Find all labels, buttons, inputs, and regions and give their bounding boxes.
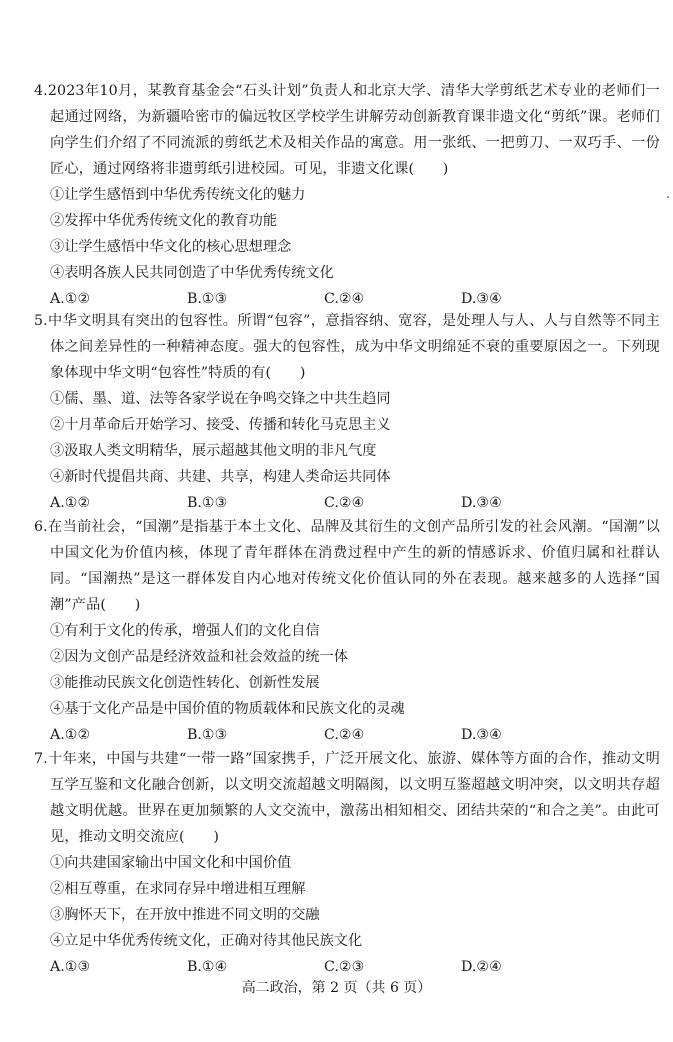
option-3: ③汲取人类文明精华，展示超越其他文明的非凡气度 — [50, 443, 377, 459]
choice-a: A.①② — [50, 727, 91, 743]
choice-c: C.②④ — [324, 727, 365, 743]
option-4: ④立足中华优秀传统文化，正确对待其他民族文化 — [50, 933, 363, 949]
question-6 — [34, 514, 660, 748]
answer-choices — [50, 722, 660, 748]
option-1: ①让学生感悟到中华优秀传统文化的魅力 — [50, 187, 306, 203]
option-1: ①儒、墨、道、法等各家学说在争鸣交锋之中共生趋同 — [50, 391, 391, 407]
option-2: ②十月革命后开始学习、接受、传播和转化马克思主义 — [50, 417, 391, 433]
choice-c: C.②③ — [324, 959, 365, 975]
option-4: ④新时代提倡共商、共建、共享，构建人类命运共同体 — [50, 469, 391, 485]
question-4 — [34, 78, 660, 312]
choice-d: D.②④ — [461, 959, 502, 975]
question-stem: 7.十年来，中国与共建“一带一路”国家携手，广泛开展文化、旅游、媒体等方面的合作，推动文明互学互鉴和文化融合创新，以文明交流超越文明隔阂，以文明互鉴超越文明冲突，以文明共存超越文明优越。世界在更加频繁的人文交流中，激荡出相知相交、团结共荣的“和合之美”。由此可见，推动文明交流应( ) — [34, 751, 660, 845]
choice-b: B.①④ — [187, 959, 228, 975]
option-3: ③胸怀天下，在开放中推进不同文明的交融 — [50, 907, 320, 923]
choice-a: A.①② — [50, 495, 91, 511]
question-stem: 6.在当前社会，“国潮”是指基于本土文化、品牌及其衍生的文创产品所引发的社会风潮。“国潮”以中国文化为价值内核，体现了青年群体在消费过程中产生的新的情感诉求、价值归属和社群认同。“国潮热”是这一群体发自内心地对传统文化价值认同的外在表现。越来越多的人选择“国潮”产品( ) — [34, 519, 660, 613]
option-1: ①向共建国家输出中国文化和中国价值 — [50, 855, 292, 871]
option-4: ④基于文化产品是中国价值的物质载体和民族文化的灵魂 — [50, 701, 405, 717]
question-stem: 5.中华文明具有突出的包容性。所谓“包容”，意指容纳、宽容，是处理人与人、人与自然等不同主体之间差异性的一种精神态度。强大的包容性，成为中华文明绵延不衰的重要原因之一。下列现象体现中华文明“包容性”特质的有( ) — [34, 313, 660, 381]
choice-c: C.②④ — [324, 291, 365, 307]
choice-d: D.③④ — [461, 291, 502, 307]
choice-a: A.①② — [50, 291, 91, 307]
choice-d: D.③④ — [461, 495, 502, 511]
option-3: ③让学生感悟中华文化的核心思想理念 — [50, 239, 292, 255]
choice-b: B.①③ — [187, 291, 228, 307]
option-2: ②因为文创产品是经济效益和社会效益的统一体 — [50, 649, 348, 665]
choice-d: D.③④ — [461, 727, 502, 743]
question-5 — [34, 308, 660, 516]
question-stem: 4.2023年10月，某教育基金会“石头计划”负责人和北京大学、清华大学剪纸艺术专业的老师们一起通过网络，为新疆哈密市的偏远牧区学校学生讲解劳动创新教育课非遗文化“剪纸”课。老师们向学生们介绍了不同流派的剪纸艺术及相关作品的寓意。用一张纸、一把剪刀、一双巧手、一份匠心，通过网络将非遗剪纸引进校园。可见，非遗文化课( ) — [34, 83, 660, 177]
choice-a: A.①③ — [50, 959, 91, 975]
scan-speck — [667, 196, 669, 198]
option-3: ③能推动民族文化创造性转化、创新性发展 — [50, 675, 320, 691]
option-2: ②相互尊重，在求同存异中增进相互理解 — [50, 881, 306, 897]
choice-c: C.②④ — [324, 495, 365, 511]
choice-b: B.①③ — [187, 495, 228, 511]
question-7 — [34, 746, 660, 980]
option-4: ④表明各族人民共同创造了中华优秀传统文化 — [50, 265, 334, 281]
page-footer: 高二政治，第 2 页（共 6 页） — [241, 980, 432, 996]
answer-choices — [50, 490, 660, 516]
option-1: ①有利于文化的传承，增强人们的文化自信 — [50, 623, 320, 639]
choice-b: B.①③ — [187, 727, 228, 743]
option-2: ②发挥中华优秀传统文化的教育功能 — [50, 213, 278, 229]
